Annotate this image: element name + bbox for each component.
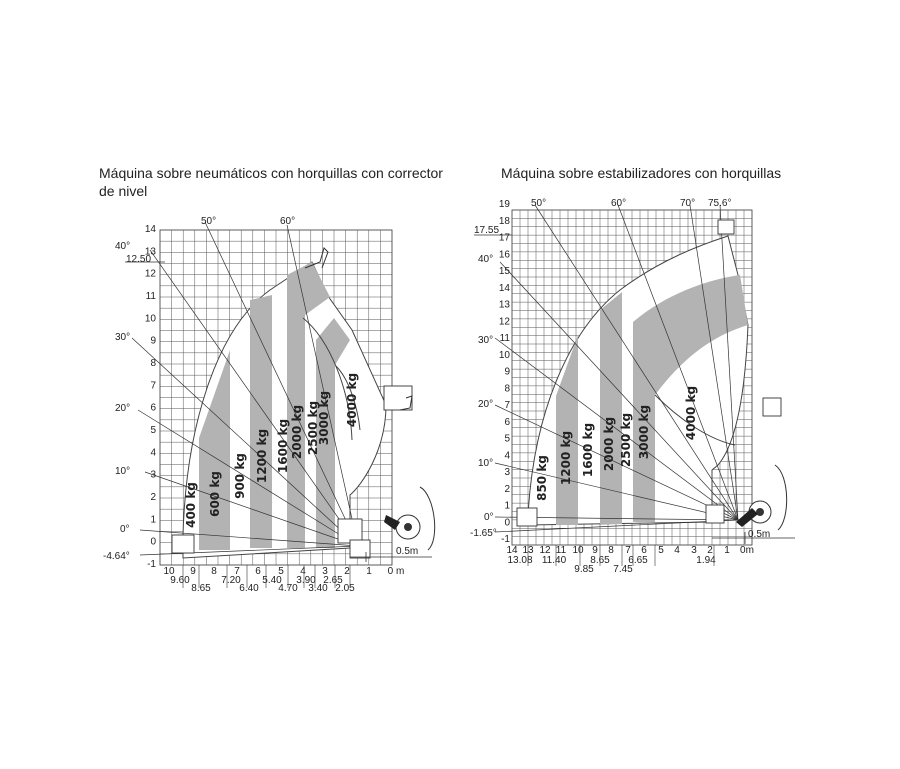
right-x-tick-label: 1 [724, 545, 730, 556]
left-x-dimension-label: 5.40 [262, 575, 282, 586]
right-x-tick-label: 9 [592, 545, 598, 556]
right-y-tick-label: 5 [504, 433, 510, 445]
left-load-label: 4000 kg [345, 372, 359, 428]
left-x-tick-label: 1 [366, 566, 372, 577]
right-load-label: 3000 kg [637, 404, 651, 460]
left-x-dimension-label: 4.70 [278, 583, 298, 594]
left-y-tick-label: 9 [150, 335, 156, 347]
left-wheel-arc [420, 487, 435, 550]
right-y-tick-label: 19 [498, 199, 510, 210]
left-x-dimension-label: 8.65 [191, 583, 211, 594]
left-fork-outline [384, 386, 412, 410]
left-y-tick-label: 12 [144, 268, 156, 280]
left-y-tick-label: 7 [150, 380, 156, 392]
right-load-label: 4000 kg [684, 385, 698, 441]
right-load-label: 850 kg [535, 455, 549, 501]
right-scale-label: 0.5m [748, 529, 771, 540]
right-y-tick-label: 6 [504, 416, 510, 428]
right-y-tick-label: 4 [504, 450, 510, 462]
right-y-tick-label: 3 [504, 467, 510, 478]
left-x-dimension-label: 9.60 [170, 575, 190, 586]
right-y-tick-label: 0 [504, 517, 510, 529]
right-y-tick-label: 14 [498, 282, 510, 294]
left-y-tick-label: 10 [144, 313, 156, 325]
left-y-tick-label: -1 [147, 559, 156, 570]
left-load-label: 2000 kg [290, 404, 304, 460]
right-y-tick-label: -1 [501, 534, 510, 545]
left-x-tick-label: 6 [255, 566, 261, 577]
left-y-tick-label: 4 [150, 447, 156, 459]
right-x-tick-label: 3 [691, 545, 697, 556]
right-x-tick-label: 8 [608, 545, 614, 556]
right-x-tick-label: 0m [740, 545, 754, 556]
left-x-tick-label: 7 [234, 566, 240, 577]
right-x-dimension-label: 1.94 [696, 555, 716, 566]
right-angle-label: -1.65° [470, 528, 497, 539]
right-x-tick-label: 2 [707, 545, 713, 556]
right-x-tick-label: 5 [658, 545, 664, 556]
right-x-tick-label: 12 [539, 545, 551, 556]
left-load-label: 1200 kg [255, 428, 269, 484]
left-diagram-title: Máquina sobre neumáticos con horquillas con corrector de nivel [99, 165, 443, 199]
left-x-tick-label: 2 [344, 566, 350, 577]
left-load-label: 600 kg [208, 471, 222, 517]
right-load-label: 2000 kg [602, 416, 616, 472]
right-x-dimension-label: 11.40 [541, 555, 567, 566]
right-angle-label: 60° [611, 198, 627, 209]
right-x-tick-label: 6 [641, 545, 647, 556]
right-y-tick-label: 10 [498, 349, 510, 361]
right-y-tick-label: 13 [498, 299, 510, 311]
left-x-tick-label: 0 m [387, 566, 405, 577]
right-x-dimension-label: 7.45 [613, 564, 633, 575]
left-angle-label: 60° [280, 216, 296, 227]
left-angle-label: 50° [201, 216, 217, 227]
left-x-tick-label: 3 [322, 566, 328, 577]
left-y-tick-label: 3 [150, 469, 156, 481]
left-fork-outline [338, 519, 362, 543]
right-diagram-title: Máquina sobre estabilizadores con horquillas [501, 165, 782, 181]
left-fork-outline [172, 535, 194, 553]
right-fork-outline [706, 505, 724, 523]
left-height-mark-label: 12.50 [126, 254, 152, 265]
right-angle-label: 70° [680, 198, 696, 209]
left-x-dimension-label: 7.20 [221, 575, 241, 586]
left-y-tick-label: 6 [150, 402, 156, 414]
left-fork-outline [350, 540, 370, 558]
right-angle-label: 40° [478, 254, 494, 265]
left-x-dimension-label: 3.90 [296, 575, 316, 586]
right-load-band [600, 292, 622, 524]
left-x-tick-label: 10 [163, 566, 175, 577]
left-x-dimension-label: 3.40 [308, 583, 328, 594]
left-load-label: 400 kg [184, 482, 198, 528]
left-load-label: 1600 kg [276, 418, 290, 474]
left-x-dimension-label: 2.05 [335, 583, 355, 594]
right-load-label: 1200 kg [559, 430, 573, 486]
right-y-tick-label: 8 [504, 383, 510, 395]
left-load-label: 2500 kg [306, 400, 320, 456]
right-x-dimension-label: 13.08 [507, 555, 533, 566]
right-y-tick-label: 9 [504, 366, 510, 378]
left-x-dimension-label: 2.65 [323, 575, 343, 586]
right-load-label: 1600 kg [581, 422, 595, 478]
left-y-tick-label: 0 [150, 536, 156, 548]
left-load-label: 3000 kg [317, 390, 331, 446]
right-y-tick-label: 17 [498, 232, 510, 244]
right-angle-label: 10° [478, 458, 494, 469]
left-angle-label: 0° [120, 524, 130, 535]
right-y-tick-label: 12 [498, 316, 510, 328]
left-y-tick-label: 14 [144, 224, 156, 235]
left-wheel-hub [404, 523, 412, 531]
left-y-tick-label: 2 [150, 492, 156, 503]
right-y-tick-label: 2 [504, 483, 510, 495]
right-x-tick-label: 14 [506, 545, 518, 556]
left-load-band [250, 295, 272, 548]
left-scale-label: 0.5m [396, 546, 419, 557]
left-x-tick-label: 5 [278, 566, 284, 577]
right-wheel-arc [775, 465, 787, 530]
right-y-tick-label: 11 [499, 333, 510, 344]
left-load-label: 900 kg [233, 453, 247, 499]
left-angle-label: 20° [115, 403, 131, 414]
right-height-mark-label: 17.55 [474, 225, 500, 236]
right-angle-label: 20° [478, 399, 494, 410]
right-angle-label: 75.6° [708, 198, 732, 209]
left-x-tick-label: 8 [211, 566, 217, 577]
right-angle-label: 0° [484, 512, 494, 523]
right-fork-outline [718, 220, 734, 234]
left-angle-label: 30° [115, 332, 131, 343]
right-x-tick-label: 11 [555, 545, 567, 556]
left-angle-label: 40° [115, 241, 131, 252]
right-x-tick-label: 4 [674, 545, 680, 556]
left-y-tick-label: 5 [150, 425, 156, 436]
left-y-tick-label: 13 [144, 246, 156, 258]
left-x-tick-label: 4 [300, 566, 306, 577]
left-y-tick-label: 11 [145, 291, 156, 302]
left-angle-label: -4.64° [103, 551, 130, 562]
right-y-tick-label: 7 [504, 400, 510, 411]
right-y-tick-label: 15 [498, 266, 510, 277]
right-y-tick-label: 16 [498, 249, 510, 261]
right-x-tick-label: 13 [522, 545, 534, 556]
right-wheel-hub [756, 508, 764, 516]
right-x-tick-label: 7 [625, 545, 631, 556]
left-x-dimension-label: 6.40 [239, 583, 259, 594]
left-y-tick-label: 8 [150, 358, 156, 369]
right-y-tick-label: 18 [498, 215, 510, 227]
right-x-dimension-label: 8.65 [590, 555, 610, 566]
left-x-tick-label: 9 [190, 566, 196, 577]
right-x-tick-label: 10 [572, 545, 584, 556]
right-load-label: 2500 kg [619, 412, 633, 468]
right-x-dimension-label: 9.85 [574, 564, 594, 575]
left-angle-label: 10° [115, 466, 131, 477]
right-y-tick-label: 1 [504, 500, 510, 512]
right-fork-outline [763, 398, 781, 416]
right-fork-outline [517, 508, 537, 526]
right-x-dimension-label: 6.65 [628, 555, 648, 566]
right-angle-label: 30° [478, 335, 494, 346]
left-y-tick-label: 1 [150, 514, 156, 526]
right-angle-label: 50° [531, 198, 547, 209]
